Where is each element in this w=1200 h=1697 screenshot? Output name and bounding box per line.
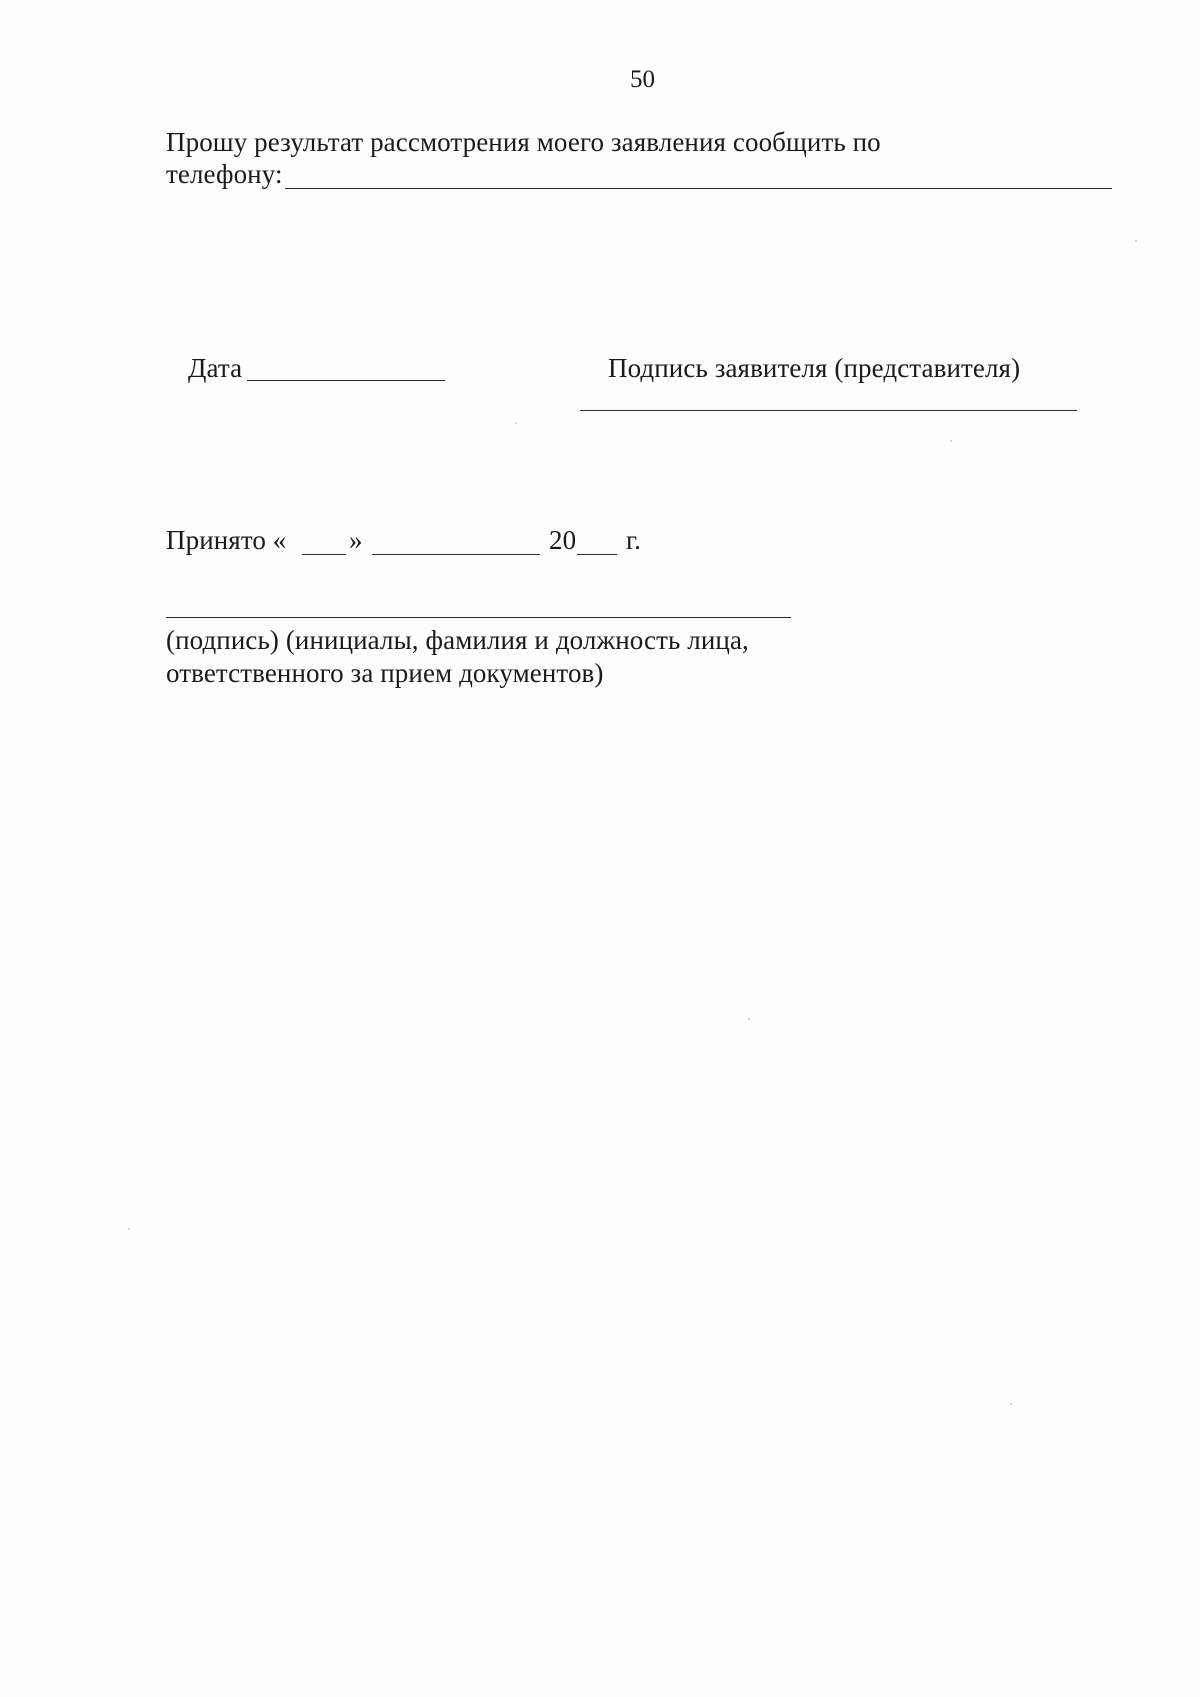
- request-line-1: Прошу результат рассмотрения моего заявления сообщить по: [166, 127, 881, 157]
- date-label: Дата: [188, 353, 243, 383]
- scan-speck: [950, 440, 952, 442]
- date-blank-line[interactable]: [247, 380, 445, 381]
- scan-speck: [515, 422, 517, 424]
- phone-blank-line[interactable]: [285, 188, 1112, 189]
- phone-label: телефону:: [166, 159, 283, 189]
- responsible-signature-blank-line[interactable]: [166, 617, 791, 618]
- scan-speck: [128, 1228, 130, 1230]
- accepted-label: Принято «: [166, 525, 287, 555]
- scan-speck: [748, 1018, 750, 1020]
- accepted-year-suffix: г.: [626, 525, 641, 555]
- accepted-quote-close: »: [349, 525, 363, 555]
- accepted-year-prefix: 20: [549, 525, 577, 555]
- accepted-day-blank[interactable]: [302, 554, 346, 555]
- applicant-signature-blank-line[interactable]: [580, 410, 1077, 411]
- page-number: 50: [630, 66, 655, 93]
- applicant-signature-label: Подпись заявителя (представителя): [608, 353, 1021, 383]
- scan-speck: [1010, 1403, 1012, 1405]
- accepted-month-blank[interactable]: [372, 554, 540, 555]
- accepted-year-blank[interactable]: [577, 554, 617, 555]
- footer-caption-line-2: ответственного за прием документов): [166, 658, 604, 688]
- scan-speck: [1135, 240, 1137, 242]
- footer-caption-line-1: (подпись) (инициалы, фамилия и должность лица,: [166, 625, 749, 655]
